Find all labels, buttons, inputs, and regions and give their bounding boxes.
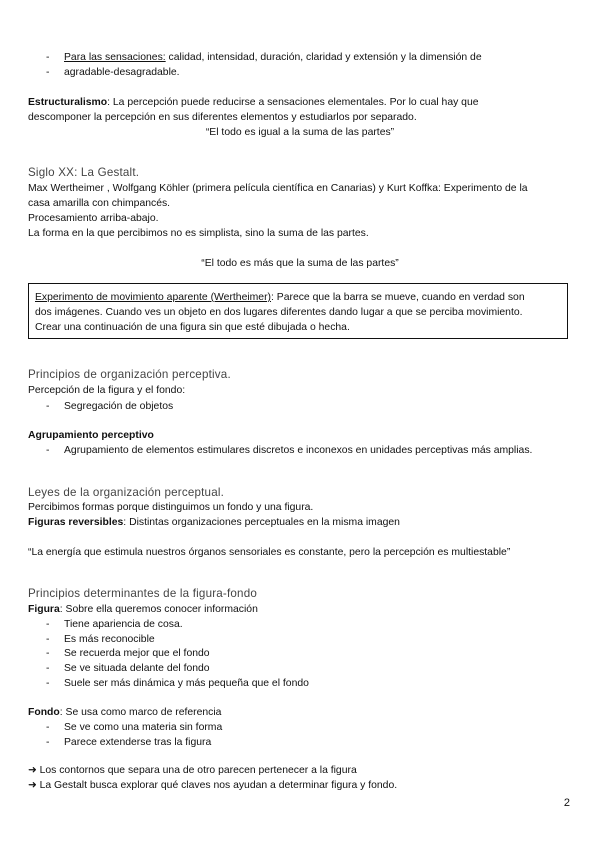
gestalt-line3: Procesamiento arriba-abajo. (28, 213, 159, 224)
figura-text: : Sobre ella queremos conocer información (59, 604, 258, 615)
figura-item: - Es más reconocible (46, 632, 572, 647)
leyes-heading: Leyes de la organización perceptual. (28, 486, 225, 499)
sensaciones-label: Para las sensaciones: (64, 52, 166, 63)
estructuralismo-label: Estructuralismo (28, 97, 108, 108)
experimento-line1 (35, 290, 561, 305)
leyes-line1: Percibimos formas porque distinguimos un fondo y una figura. (28, 502, 314, 513)
figura-label: Figura (28, 604, 60, 615)
sensaciones-text-2: agradable-desagradable. (64, 67, 180, 78)
leyes-line2 (28, 515, 572, 530)
experimento-line2: dos imágenes. Cuando ves un objeto en dos lugares diferentes dando lugar a que se perciba movimiento. (35, 307, 523, 318)
figura-line (28, 602, 572, 617)
fondo-text: : Se usa como marco de referencia (59, 707, 222, 718)
leyes-text-2: : Distintas organizaciones perceptuales en la misma imagen (123, 517, 400, 528)
figura-item: - Tiene apariencia de cosa. (46, 617, 572, 632)
estructuralismo-line2: descomponer la percepción en sus diferentes elementos y estudiarlos por separado. (28, 112, 417, 123)
gestalt-heading: Siglo XX: La Gestalt. (28, 166, 140, 179)
fondo-item: - Se ve como una materia sin forma (46, 720, 572, 735)
determinantes-heading: Principios determinantes de la figura-fondo (28, 587, 258, 600)
estructuralismo-para (28, 95, 572, 110)
page-number: 2 (563, 797, 570, 809)
experimento-text: : Parece que la barra se mueve, cuando en verdad son (271, 292, 525, 303)
principios-item: - Segregación de objetos (46, 399, 572, 414)
gestalt-quote: “El todo es más que la suma de las partes” (201, 258, 399, 269)
sensaciones-item (46, 50, 572, 65)
agrupamiento-item: - Agrupamiento de elementos estimulares discretos e inconexos en unidades perceptivas más amplias. (46, 443, 572, 458)
estructuralismo-quote: “El todo es igual a la suma de las partes” (205, 127, 395, 138)
experimento-box (28, 283, 568, 339)
fondo-label: Fondo (28, 707, 60, 718)
sensaciones-text: calidad, intensidad, duración, claridad y extensión y la dimensión de (165, 52, 482, 63)
gestalt-line2: casa amarilla con chimpancés. (28, 198, 171, 209)
figura-item: - Suele ser más dinámica y más pequeña que el fondo (46, 676, 572, 691)
leyes-quote: “La energía que estimula nuestros órganos sensoriales es constante, pero la percepción es multiestable” (28, 547, 511, 558)
principios-heading: Principios de organización perceptiva. (28, 368, 231, 381)
gestalt-line1: Max Wertheimer , Wolfgang Köhler (primera película científica en Canarias) y Kurt Koffka: Experimento de la (28, 183, 528, 194)
arrow-line-2: ➜ La Gestalt busca explorar qué claves nos ayudan a determinar figura y fondo. (28, 780, 398, 791)
principios-line1: Percepción de la figura y el fondo: (28, 385, 186, 396)
sensaciones-cont (46, 65, 572, 80)
figura-item: - Se ve situada delante del fondo (46, 661, 572, 676)
experimento-label: Experimento de movimiento aparente (Wertheimer) (35, 292, 272, 303)
agrupamiento-label: Agrupamiento perceptivo (28, 430, 154, 441)
experimento-line3: Crear una continuación de una figura sin que esté dibujada o hecha. (35, 322, 350, 333)
arrow-line-1: ➜ Los contornos que separa una de otro parecen pertenecer a la figura (28, 765, 357, 776)
estructuralismo-text: : La percepción puede reducirse a sensaciones elementales. Por lo cual hay que (107, 97, 479, 108)
fondo-item: - Parece extenderse tras la figura (46, 735, 572, 750)
gestalt-line4: La forma en la que percibimos no es simplista, sino la suma de las partes. (28, 228, 369, 239)
figura-item: - Se recuerda mejor que el fondo (46, 646, 572, 661)
fondo-line (28, 705, 572, 720)
figuras-reversibles-label: Figuras reversibles (28, 517, 124, 528)
